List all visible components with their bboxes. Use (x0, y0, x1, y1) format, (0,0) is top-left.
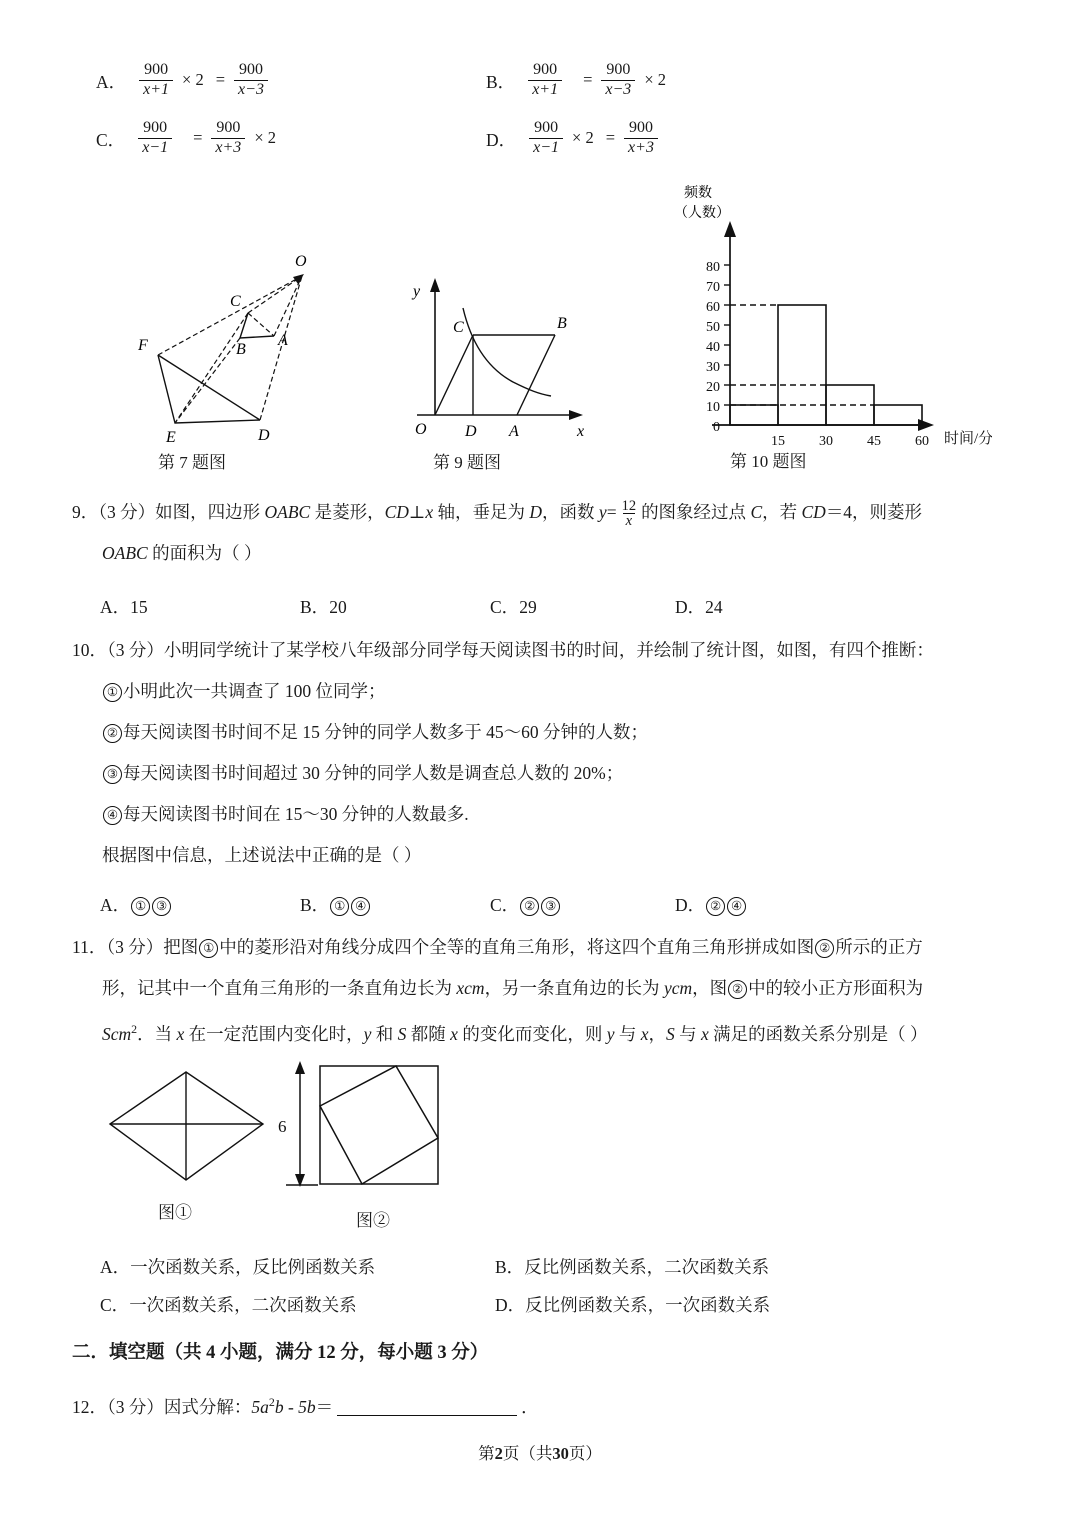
circled-mark: ① (131, 897, 150, 916)
bar-0-15 (730, 405, 778, 425)
q11-options-row-1 (72, 1248, 1022, 1286)
figure-7-label-O: O (295, 253, 307, 270)
q11-line3-i: 满足的函数关系分别是（ ） (708, 1023, 928, 1044)
question-10-stem (72, 630, 1022, 671)
question-10-options (72, 886, 1022, 924)
equals-sign: = (605, 128, 616, 148)
q10-option-d[interactable] (675, 886, 747, 924)
option-letter: B． (300, 895, 330, 915)
q9-cd2: CD (801, 502, 826, 522)
rhombus-svg (100, 1062, 275, 1197)
q12-number: 12． (72, 1396, 107, 1417)
question-10-statement-4 (72, 794, 1022, 835)
statement-text: 每天阅读图书时间在 15～30 分钟的人数最多. (123, 804, 469, 824)
option-letter: C． (490, 597, 520, 617)
circled-mark-2: ② (103, 724, 122, 743)
figure-7-svg (130, 250, 330, 450)
figures-row (0, 175, 1080, 475)
q9-text-8: ＝4，则菱形 (825, 502, 923, 522)
q12-minus: - (283, 1396, 299, 1417)
q9-line2-text: 的面积为（ ） (147, 543, 262, 563)
question-10-statement-3 (72, 753, 1022, 794)
circled-mark: ② (706, 897, 725, 916)
question-11-line-3 (72, 1009, 1022, 1055)
q9-option-b[interactable] (300, 588, 490, 626)
figure-9-label-y: y (413, 283, 421, 300)
option-letter: A． (96, 71, 127, 92)
q9-text-1: 如图，四边形 (155, 502, 265, 522)
denominator: x−1 (138, 138, 172, 157)
q12-expr-sup: 2 (268, 1395, 275, 1409)
ytick-80: 80 (706, 260, 720, 275)
option-value: 29 (519, 597, 537, 617)
question-11 (72, 927, 1022, 1055)
figure-9-svg (405, 270, 595, 445)
fraction-left (529, 120, 563, 157)
denominator: x+3 (624, 138, 658, 157)
q9-c: C (750, 502, 763, 522)
figure-11-rhombus (100, 1062, 275, 1222)
q9-score: （3 分） (98, 502, 156, 522)
q9-eq: = (606, 502, 617, 522)
q11-line2-c: ，图 (692, 978, 728, 998)
denominator: x+1 (139, 80, 173, 99)
circled-mark: ③ (541, 897, 560, 916)
q9-text-5: ，函数 (542, 502, 599, 522)
figure-7-label-C: C (230, 293, 241, 310)
q11-x4: x (701, 1023, 709, 1044)
q12-expr-a: 5a (251, 1396, 269, 1417)
q9-d: D (529, 502, 543, 522)
q11-x1: x (176, 1023, 185, 1044)
q9-text-7: ，若 (762, 502, 802, 522)
figure-question-9 (405, 270, 595, 472)
q9-fraction (619, 499, 640, 529)
question-9-line-2 (72, 533, 1022, 574)
fraction-left (138, 120, 172, 157)
q11-y-cm: ycm (663, 978, 693, 998)
denominator: x−3 (234, 80, 268, 99)
q9-option-c[interactable] (490, 588, 675, 626)
option-letter: D． (675, 597, 706, 617)
denominator: x+3 (211, 138, 245, 157)
circled-mark: ③ (152, 897, 171, 916)
figure-question-7 (130, 250, 330, 472)
option-letter: D． (495, 1295, 526, 1315)
bar-15-30 (778, 305, 826, 425)
figure-9-label-O: O (415, 421, 427, 438)
option-text: 一次函数关系，二次函数关系 (129, 1295, 357, 1315)
q12-expr-c: 5b (298, 1396, 316, 1417)
q11-x3: x (640, 1023, 649, 1044)
q11-line3-e: 的变化而变化，则 (457, 1023, 607, 1044)
option-letter: D． (486, 129, 517, 150)
q12-text: 因式分解： (163, 1396, 252, 1417)
q11-line3-h: 与 (674, 1023, 702, 1044)
question-10-statement-1 (72, 671, 1022, 712)
q9-perp: ⊥ (408, 502, 426, 522)
q9-number: 9． (72, 502, 99, 522)
q11-y1: y (363, 1023, 372, 1044)
q11-option-b[interactable] (495, 1248, 895, 1286)
option-value: 24 (705, 597, 723, 617)
option-letter: B． (486, 71, 516, 92)
q11-line2-d: 中的较小正方形面积为 (748, 978, 924, 998)
fraction-right (624, 120, 658, 157)
circled-mark-fig1: ① (199, 939, 218, 958)
fraction-left (528, 62, 562, 99)
question-11-line-1 (72, 927, 1022, 968)
figure-9-label-C: C (453, 319, 464, 336)
option-letter: D． (675, 895, 706, 915)
footer-total-pages: 30 (552, 1444, 569, 1463)
numerator: 900 (534, 119, 559, 136)
footer-suffix: 页） (568, 1444, 602, 1463)
figure-7-label-F: F (138, 337, 148, 354)
operator-right: × 2 (254, 128, 276, 148)
q11-option-a[interactable] (72, 1248, 495, 1286)
q12-expr-b: b (274, 1396, 284, 1417)
ytick-0: 0 (713, 420, 720, 435)
q11-score: （3 分） (106, 937, 164, 957)
dimension-label-6: 6 (278, 1117, 287, 1136)
numerator: 900 (144, 61, 169, 78)
fraction-right (211, 120, 245, 157)
q11-line3-f: 与 (614, 1023, 641, 1044)
q9-cd: CD (384, 502, 409, 522)
statement-text: 小明此次一共调查了 100 位同学； (123, 681, 386, 701)
figure-7-label-B: B (236, 341, 246, 358)
figure-11-fig2-caption: 图② (356, 1211, 390, 1230)
denominator: x+1 (528, 80, 562, 99)
footer-middle: 页（共 (502, 1444, 553, 1463)
q11-line3-d: 都随 (406, 1023, 451, 1044)
figure-9-label-D: D (465, 423, 477, 440)
circled-mark-4: ④ (103, 806, 122, 825)
circled-mark-fig2b: ② (728, 980, 747, 999)
question-9 (72, 492, 1022, 626)
q11-number: 11． (72, 937, 107, 957)
footer-prefix: 第 (478, 1444, 495, 1463)
q11-s-cm: Scm (102, 1023, 132, 1044)
histogram-ylabel-line2: （人数） (674, 206, 730, 221)
ytick-50: 50 (706, 320, 720, 335)
question-9-line-1 (72, 492, 1022, 533)
denominator: x (623, 513, 635, 529)
option-letter: C． (96, 129, 126, 150)
figure-7-label-D: D (258, 427, 270, 444)
q9-text-6: 的图象经过点 (641, 502, 751, 522)
q11-x-cm: xcm (456, 978, 485, 998)
q11-options-row-2 (72, 1286, 1022, 1324)
numerator: 900 (533, 61, 558, 78)
figure-question-10 (672, 175, 992, 471)
numerator: 900 (143, 119, 168, 136)
q11-S2: S (666, 1023, 675, 1044)
circled-mark: ④ (351, 897, 370, 916)
question-9-options (72, 588, 1022, 626)
figure-7-label-E: E (166, 429, 176, 446)
ytick-60: 60 (706, 300, 720, 315)
figure-9-label-x: x (577, 423, 585, 440)
q11-x2: x (450, 1023, 458, 1044)
histogram-ylabel-line1: 频数 (684, 186, 712, 201)
page-footer (0, 1440, 1080, 1464)
figure-9-caption: 第 9 题图 (433, 453, 501, 472)
figure-9-label-A: A (509, 423, 519, 440)
option-letter: A． (100, 597, 131, 617)
q11-s-exponent: 2 (131, 1022, 138, 1036)
q8-option-row-2 (96, 120, 996, 178)
footer-page-number: 2 (494, 1444, 503, 1463)
q8-option-b[interactable] (486, 62, 672, 99)
ytick-70: 70 (706, 280, 720, 295)
section-2-heading: 二．填空题（共 4 小题，满分 12 分，每小题 3 分） (72, 1343, 489, 1363)
q11-line1-a: 把图 (163, 937, 199, 957)
operator-left: × 2 (572, 128, 594, 148)
figure-9-label-B: B (557, 315, 567, 332)
q11-line2-a: 形，记其中一个直角三角形的一条直角边长为 (102, 978, 457, 998)
question-12 (72, 1382, 1022, 1428)
q11-line3-g: ， (648, 1023, 667, 1044)
ytick-20: 20 (706, 380, 720, 395)
q9-line2-shape: OABC (102, 543, 148, 563)
q11-S1: S (397, 1023, 407, 1044)
ytick-10: 10 (706, 400, 720, 415)
q11-y2: y (606, 1023, 615, 1044)
denominator: x−3 (601, 80, 635, 99)
q9-text-4: 轴，垂足为 (433, 502, 530, 522)
q12-score: （3 分） (107, 1396, 164, 1417)
denominator: x−1 (529, 138, 563, 157)
equals-sign: = (193, 128, 203, 148)
q11-line1-b: 中的菱形沿对角线分成四个全等的直角三角形，将这四个直角三角形拼成如图 (219, 937, 815, 957)
option-letter: C． (490, 895, 520, 915)
option-text: 一次函数关系，反比例函数关系 (130, 1257, 376, 1277)
q11-line2-b: ，另一条直角边的长为 (484, 978, 664, 998)
squares-svg (278, 1058, 468, 1203)
prompt-text: 根据图中信息，上述说法中正确的是（ ） (102, 845, 422, 865)
circled-mark-3: ③ (103, 765, 122, 784)
q9-option-d[interactable] (675, 588, 723, 626)
figure-7-caption: 第 7 题图 (158, 453, 226, 472)
figure-7-label-A: A (278, 332, 288, 349)
equals-sign: = (583, 70, 593, 90)
q9-xaxis: x (425, 502, 434, 522)
figure-10-caption: 第 10 题图 (730, 452, 807, 471)
q11-line1-c: 所示的正方 (835, 937, 923, 957)
numerator: 900 (629, 119, 653, 136)
numerator: 900 (216, 119, 241, 136)
ytick-30: 30 (706, 360, 720, 375)
statement-text: 每天阅读图书时间不足 15 分钟的同学人数多于 45～60 分钟的人数； (123, 722, 648, 742)
option-letter: C． (100, 1295, 130, 1315)
q12-period: ． (521, 1396, 539, 1417)
ytick-40: 40 (706, 340, 720, 355)
bar-45-60 (874, 405, 922, 425)
q12-answer-blank[interactable] (337, 1399, 517, 1416)
question-11-options (72, 1248, 1022, 1324)
circled-mark: ② (520, 897, 539, 916)
q10-option-c[interactable] (490, 886, 675, 924)
xtick-60: 60 (915, 434, 929, 445)
q12-equals: ＝ (315, 1396, 334, 1417)
option-text: 反比例函数关系，一次函数关系 (525, 1295, 771, 1315)
q11-option-c[interactable] (72, 1286, 495, 1324)
question-12-line (72, 1382, 1022, 1428)
question-10-statement-2 (72, 712, 1022, 753)
option-text: 反比例函数关系，二次函数关系 (524, 1257, 770, 1277)
option-value: 20 (329, 597, 347, 617)
statement-text: 每天阅读图书时间超过 30 分钟的同学人数是调查总人数的 20%； (123, 763, 624, 783)
numerator: 12 (621, 497, 637, 514)
q9-shape: OABC (264, 502, 311, 522)
q11-line3-a: ．当 (137, 1023, 177, 1044)
q9-option-a[interactable] (100, 588, 300, 626)
q8-option-a[interactable] (96, 62, 486, 99)
question-10-prompt (72, 835, 1022, 876)
xtick-15: 15 (771, 434, 785, 445)
option-value: 15 (130, 597, 148, 617)
q10-number: 10． (72, 640, 107, 660)
option-letter: B． (495, 1257, 525, 1277)
q9-y: y (598, 502, 607, 522)
q8-options-block (96, 62, 996, 178)
option-letter: A． (100, 1257, 131, 1277)
histogram-xlabel: 时间/分 (944, 431, 992, 445)
question-10 (72, 630, 1022, 924)
numerator: 900 (606, 61, 631, 78)
operator-left: × 2 (182, 70, 204, 90)
option-letter: A． (100, 895, 131, 915)
q8-option-row-1 (96, 62, 996, 120)
fraction-right (601, 62, 635, 99)
circled-mark-fig2: ② (815, 939, 834, 958)
xtick-30: 30 (819, 434, 833, 445)
q11-line3-b: 在一定范围内变化时， (184, 1023, 364, 1044)
fraction-left (139, 62, 173, 99)
q8-option-c[interactable] (96, 120, 486, 157)
q9-text-2: 是菱形， (310, 502, 385, 522)
circled-mark-1: ① (103, 683, 122, 702)
fraction-right (234, 62, 268, 99)
q11-line3-c: 和 (371, 1023, 398, 1044)
question-11-line-2 (72, 968, 1022, 1009)
circled-mark: ④ (727, 897, 746, 916)
q8-option-d[interactable] (486, 120, 673, 157)
circled-mark: ① (330, 897, 349, 916)
numerator: 900 (239, 61, 263, 78)
xtick-45: 45 (867, 434, 881, 445)
q10-option-b[interactable] (300, 886, 490, 924)
q10-stem-text: 小明同学统计了某学校八年级部分同学每天阅读图书的时间，并绘制了统计图，如图，有四个推断： (163, 640, 934, 660)
histogram-svg (672, 175, 992, 445)
q10-option-a[interactable] (100, 886, 300, 924)
q10-score: （3 分） (107, 640, 164, 660)
operator-right: × 2 (644, 70, 666, 90)
figure-11-fig1-caption: 图① (158, 1203, 192, 1222)
q11-option-d[interactable] (495, 1286, 895, 1324)
figure-11-squares (278, 1058, 468, 1230)
option-letter: B． (300, 597, 330, 617)
equals-sign: = (215, 70, 226, 90)
